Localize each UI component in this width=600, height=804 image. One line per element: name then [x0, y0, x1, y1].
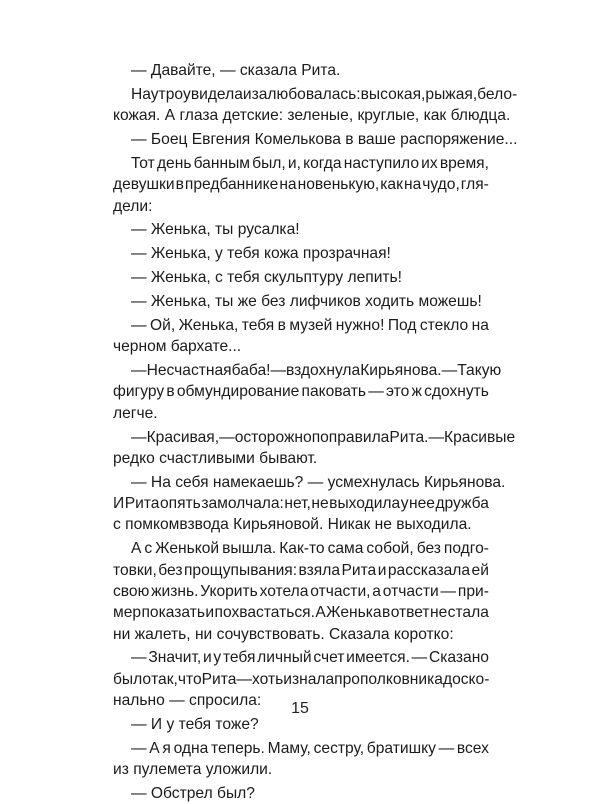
text-line: товки, без прощупывания: взяла Рита и рассказала ей	[113, 561, 489, 579]
text-line: черном бархате...	[113, 338, 242, 356]
text-line: — Женька, ты же без лифчиков ходить можешь!	[131, 292, 482, 310]
text-line: фигуру в обмундирование паковать — это ж сдохнуть	[113, 383, 489, 401]
text-line: Наутро увидела и залюбовалась: высокая, рыжая, бело-	[131, 85, 518, 103]
text-line: — Ой, Женька, тебя в музей нужно! Под стекло на	[131, 316, 489, 334]
text-line: девушки в предбаннике на новенькую, как на чудо, гля-	[113, 176, 489, 194]
text-line: — Женька, ты русалка!	[131, 221, 300, 239]
text-line: дели:	[113, 197, 153, 215]
text-line: И Рита опять замолчала: нет, не выходила у нее дружба	[113, 495, 489, 513]
text-line: — На себя намекаешь? — усмехнулась Кирьянова.	[131, 473, 506, 491]
text-line: А с Женькой вышла. Как-то сама собой, без подго-	[131, 540, 489, 558]
text-line: редко счастливыми бывают.	[113, 449, 318, 467]
page-number: 15	[291, 700, 309, 717]
text-line: — Красивая, — осторожно поправила Рита. — Красивые	[131, 428, 516, 446]
text-line: с помкомвзвода Кирьяновой. Никак не выходила.	[113, 516, 472, 534]
text-line: — И у тебя тоже?	[131, 715, 259, 733]
text-line: легче.	[113, 404, 158, 422]
text-line: Тот день банным был, и, когда наступило их время,	[131, 154, 489, 172]
text-line: ни жалеть, ни сочувствовать. Сказала коротко:	[113, 625, 454, 643]
text-line: — Женька, у тебя кожа прозрачная!	[131, 245, 391, 263]
text-line: — Несчастная баба! — вздохнула Кирьянова. — Такую	[131, 361, 502, 379]
text-line: — Давайте, — сказала Рита.	[131, 62, 341, 79]
text-line: — А я одна теперь. Маму, сестру, братишку — всех	[131, 739, 489, 757]
text-line: — Женька, с тебя скульптуру лепить!	[131, 269, 403, 287]
text-line: свою жизнь. Укорить хотела отчасти, а отчасти — при-	[113, 582, 489, 600]
text-line: из пулемета уложили.	[113, 761, 273, 779]
body-text	[113, 60, 518, 804]
text-line: — Обстрел был?	[131, 785, 255, 802]
text-line: — Боец Евгения Комелькова в ваше распоряжение...	[131, 131, 518, 149]
text-line: было так, что Рита — хоть и знала про полковника доско-	[113, 670, 490, 688]
text-line: кожая. А глаза детские: зеленые, круглые, как блюдца.	[113, 107, 511, 125]
text-line: нально — спросила:	[113, 692, 262, 710]
text-line: мер показать и похвастаться. А Женька в ответ не стала	[113, 604, 489, 622]
text-line: — Значит, и у тебя личный счет имеется. — Сказано	[131, 649, 489, 667]
